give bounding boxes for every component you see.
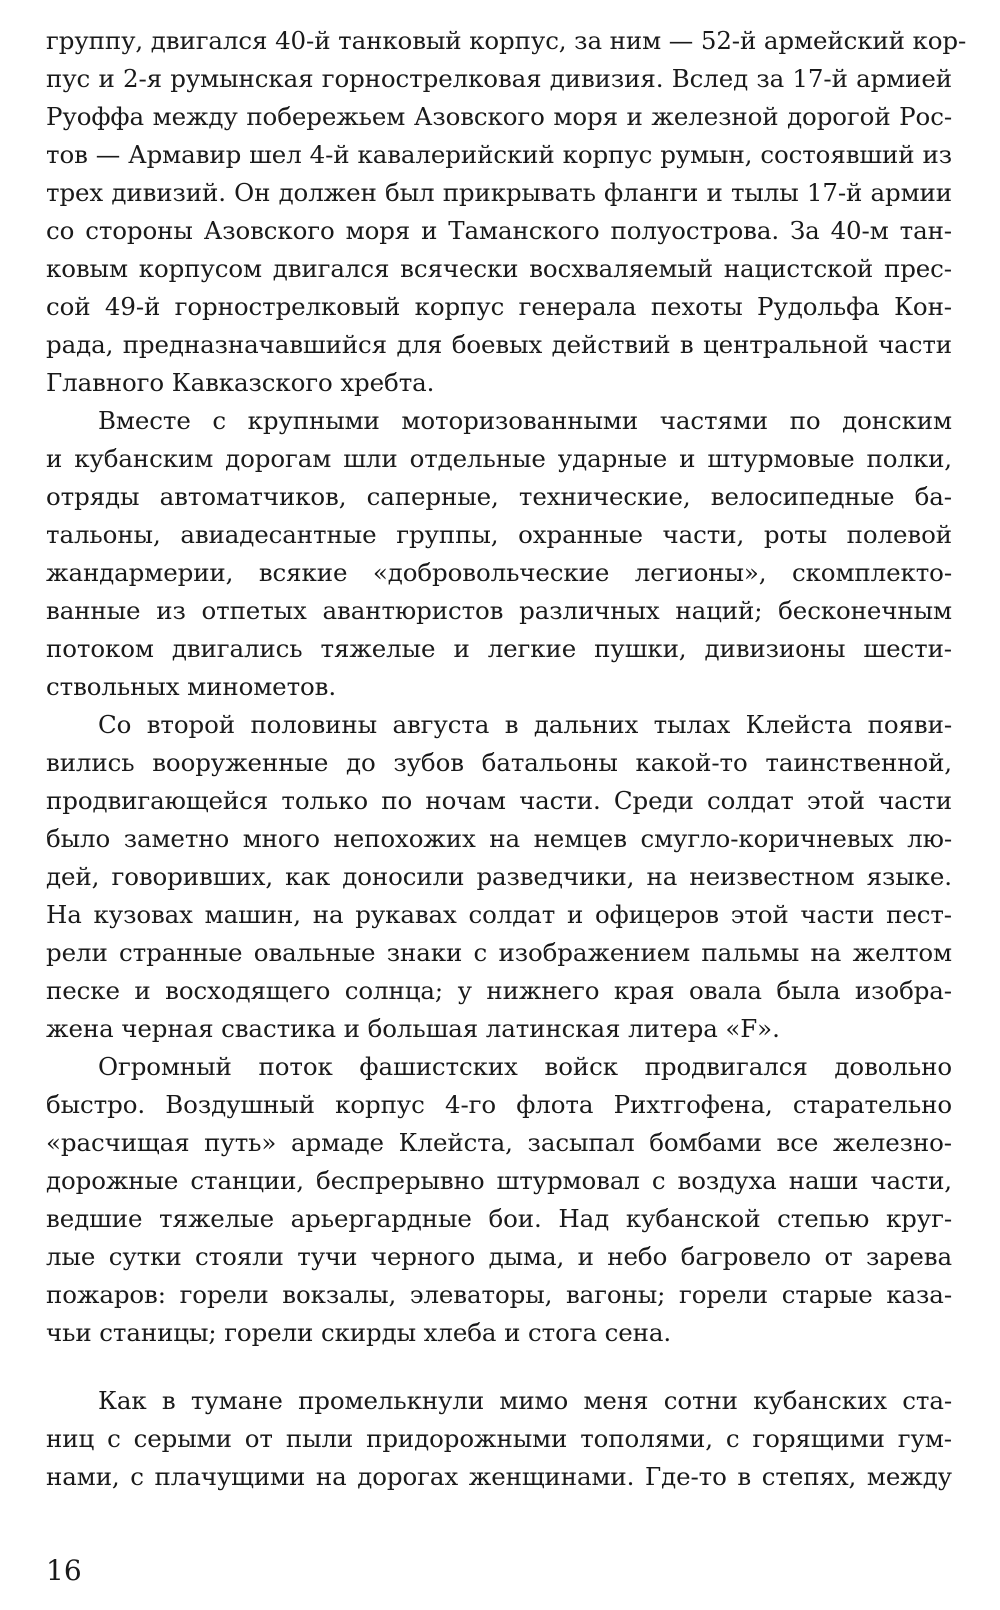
text-line: сой 49-й горнострелковый корпус генерала пехоты Рудольфа Кон- (46, 292, 952, 321)
text-line: Руоффа между побережьем Азовского моря и железной дорогой Рос- (46, 102, 952, 131)
text-line: «расчищая путь» армаде Клейста, засыпал бомбами все железно- (46, 1128, 952, 1157)
text-line: Как в тумане промелькнули мимо меня сотни кубанских ста- (98, 1386, 952, 1415)
text-line: лые сутки стояли тучи черного дыма, и небо багровело от зарева (46, 1242, 952, 1271)
text-line: группу, двигался 40-й танковый корпус, за ним — 52-й армейский кор- (46, 26, 967, 55)
text-line: рада, предназначавшийся для боевых действий в центральной части (46, 330, 952, 359)
text-line: Вместе с крупными моторизованными частями по донским (98, 406, 952, 435)
text-line: потоком двигались тяжелые и легкие пушки, дивизионы шести- (46, 634, 952, 663)
paragraph-3 (46, 706, 952, 1048)
text-line: ковым корпусом двигался всячески восхваляемый нацистской прес- (46, 254, 952, 283)
text-line: песке и восходящего солнца; у нижнего края овала была изобра- (46, 976, 952, 1005)
text-line: На кузовах машин, на рукавах солдат и офицеров этой части пест- (46, 900, 952, 929)
text-line: Главного Кавказского хребта. (46, 368, 435, 397)
text-line: тов — Армавир шел 4-й кавалерийский корпус румын, состоявший из (46, 140, 952, 169)
text-line: Со второй половины августа в дальних тылах Клейста появи- (98, 710, 952, 739)
text-line: пожаров: горели вокзалы, элеваторы, вагоны; горели старые каза- (46, 1280, 952, 1309)
text-line: ведшие тяжелые арьергардные бои. Над кубанской степью круг- (46, 1204, 952, 1233)
paragraph-4 (46, 1048, 952, 1352)
text-line: тальоны, авиадесантные группы, охранные части, роты полевой (46, 520, 952, 549)
text-line: нами, с плачущими на дорогах женщинами. Где-то в степях, между (46, 1462, 952, 1491)
text-line: дорожные станции, беспрерывно штурмовал с воздуха наши части, (46, 1166, 952, 1195)
text-line: продвигающейся только по ночам части. Среди солдат этой части (46, 786, 952, 815)
text-line: ниц с серыми от пыли придорожными тополями, с горящими гум- (46, 1424, 952, 1453)
paragraph-5 (46, 1382, 952, 1496)
text-line: со стороны Азовского моря и Таманского полуострова. За 40-м тан- (46, 216, 952, 245)
text-line: быстро. Воздушный корпус 4-го флота Рихтгофена, старательно (46, 1090, 952, 1119)
paragraph-2 (46, 402, 952, 706)
text-line: ствольных минометов. (46, 672, 337, 701)
text-line: чьи станицы; горели скирды хлеба и стога сена. (46, 1318, 672, 1347)
text-line: дей, говоривших, как доносили разведчики, на неизвестном языке. (46, 862, 952, 891)
text-line: было заметно много непохожих на немцев смугло-коричневых лю- (46, 824, 952, 853)
text-line: жандармерии, всякие «добровольческие легионы», скомплекто- (46, 558, 952, 587)
text-line: отряды автоматчиков, саперные, технические, велосипедные ба- (46, 482, 952, 511)
text-line: Огромный поток фашистских войск продвигался довольно (98, 1052, 952, 1081)
paragraph-1 (46, 22, 967, 402)
text-line: пус и 2-я румынская горнострелковая дивизия. Вслед за 17-й армией (46, 64, 952, 93)
text-line: вились вооруженные до зубов батальоны какой-то таинственной, (46, 748, 952, 777)
text-line: трех дивизий. Он должен был прикрывать фланги и тылы 17-й армии (46, 178, 952, 207)
text-line: ванные из отпетых авантюристов различных наций; бесконечным (46, 596, 952, 625)
text-line: и кубанским дорогам шли отдельные ударные и штурмовые полки, (46, 444, 952, 473)
page-number: 16 (46, 1554, 82, 1587)
text-line: жена черная свастика и большая латинская литера «F». (46, 1014, 780, 1043)
text-line: рели странные овальные знаки с изображением пальмы на желтом (46, 938, 952, 967)
